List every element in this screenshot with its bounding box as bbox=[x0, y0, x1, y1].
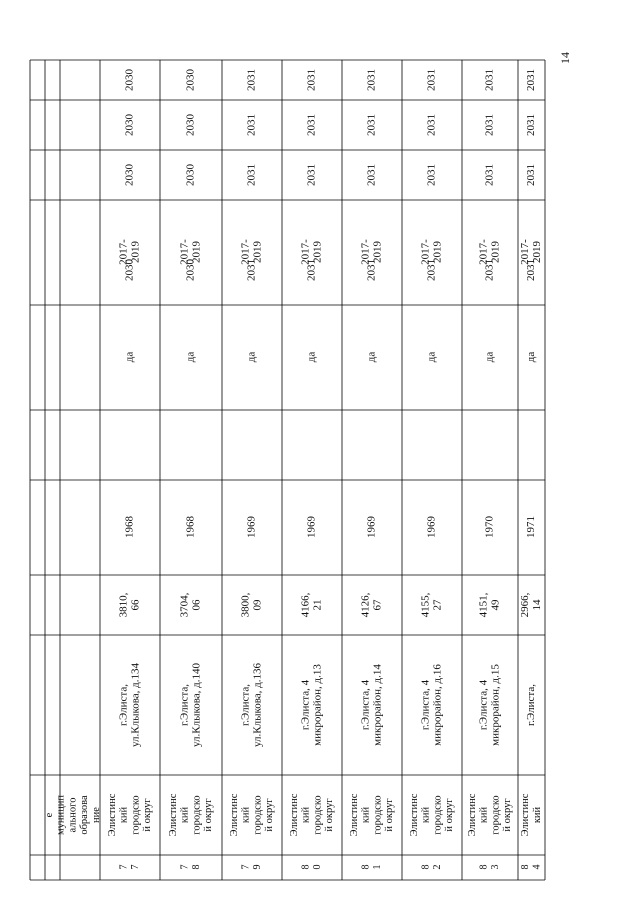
area-cell-line: 06 bbox=[190, 599, 203, 611]
address-cell-line: микрорайон, д.13 bbox=[311, 664, 324, 746]
period-cell-line: 2017- bbox=[299, 239, 312, 265]
period-cell-line: 2017- bbox=[239, 239, 252, 265]
flag-cell bbox=[246, 352, 258, 363]
row-number bbox=[241, 865, 263, 870]
row-number bbox=[520, 865, 542, 870]
address-cell-line: микрорайон, д.15 bbox=[489, 664, 502, 746]
municipality-cell-line: Элистинс bbox=[348, 793, 360, 837]
address-cell bbox=[239, 662, 263, 747]
year-plan-cell bbox=[185, 164, 197, 187]
row-number-line: 7 bbox=[240, 864, 252, 870]
year-plan-cell-line: 2030 bbox=[123, 114, 136, 136]
municipality-cell-line: Элистинс bbox=[466, 793, 478, 837]
area-cell-line: 67 bbox=[371, 599, 384, 611]
year-cell bbox=[525, 516, 537, 538]
period-cell-line: 2019 bbox=[251, 241, 264, 263]
page-number: 14 bbox=[558, 52, 572, 64]
column-header-municipality-line: муницип bbox=[55, 795, 67, 835]
year-plan-cell bbox=[246, 69, 258, 91]
flag-cell-line: да bbox=[425, 351, 438, 363]
municipality-cell bbox=[289, 793, 335, 836]
address-cell bbox=[525, 684, 537, 726]
year-plan-cell bbox=[185, 114, 197, 137]
year-plan-cell bbox=[484, 114, 496, 136]
year-plan-cell-b bbox=[124, 259, 136, 282]
year-plan-cell-line: 2030 bbox=[123, 69, 136, 91]
row-number-line: 8 bbox=[300, 864, 312, 870]
municipality-cell-line: кий bbox=[478, 806, 490, 824]
year-cell-line: 1969 bbox=[305, 516, 318, 538]
year-plan-cell bbox=[525, 114, 537, 136]
area-cell-line: 21 bbox=[311, 599, 324, 611]
row-number bbox=[479, 865, 501, 870]
municipality-cell-line: городско bbox=[432, 795, 444, 835]
row-number bbox=[301, 865, 323, 870]
year-plan-cell bbox=[366, 69, 378, 91]
area-cell bbox=[477, 592, 501, 617]
municipality-cell-line: кий bbox=[531, 806, 543, 824]
year-plan-cell-line: 2030 bbox=[184, 69, 197, 91]
area-cell-line: 4126, bbox=[359, 592, 372, 618]
address-cell-line: г.Элиста, 4 bbox=[359, 679, 372, 731]
year-cell-line: 1968 bbox=[184, 516, 197, 538]
row-number bbox=[421, 865, 443, 870]
year-cell bbox=[246, 516, 258, 539]
municipality-cell-line: Элистинс bbox=[520, 793, 532, 837]
year-plan-cell-b bbox=[306, 259, 318, 281]
year-cell bbox=[306, 516, 318, 539]
period-cell-line: 2017- bbox=[477, 239, 490, 265]
row-number-line: 7 bbox=[179, 864, 191, 870]
year-plan-cell-line: 2031 bbox=[305, 164, 318, 186]
year-plan-cell-line: 2031 bbox=[245, 114, 258, 136]
year-cell bbox=[185, 516, 197, 539]
year-plan-cell bbox=[366, 114, 378, 136]
year-plan-cell-b-line: 2031 bbox=[245, 259, 258, 281]
municipality-cell-line: й округ bbox=[142, 798, 154, 832]
year-plan-cell-line: 2031 bbox=[525, 114, 538, 136]
column-header-municipality bbox=[44, 795, 102, 835]
area-cell-line: 3800, bbox=[239, 592, 252, 618]
row-number-line: 8 bbox=[520, 864, 532, 870]
year-plan-cell-line: 2031 bbox=[425, 114, 438, 136]
year-plan-cell-b bbox=[366, 259, 378, 281]
flag-cell-line: да bbox=[245, 351, 258, 363]
year-plan-cell-line: 2031 bbox=[525, 164, 538, 186]
year-plan-cell bbox=[484, 164, 496, 186]
period-cell-line: 2017- bbox=[178, 239, 191, 265]
row-number bbox=[119, 865, 141, 870]
area-cell-line: 09 bbox=[251, 599, 264, 611]
period-cell-line: 2019 bbox=[531, 241, 544, 263]
flag-cell-line: да bbox=[483, 351, 496, 363]
period-cell-line: 2017- bbox=[419, 239, 432, 265]
address-cell bbox=[299, 664, 323, 746]
year-plan-cell-line: 2031 bbox=[365, 164, 378, 186]
year-plan-cell bbox=[124, 69, 136, 92]
year-plan-cell-line: 2031 bbox=[245, 69, 258, 91]
year-plan-cell-line: 2030 bbox=[184, 164, 197, 186]
year-cell bbox=[484, 516, 496, 539]
municipality-cell-line: городско bbox=[312, 795, 324, 835]
year-plan-cell bbox=[124, 114, 136, 137]
flag-cell bbox=[185, 352, 197, 363]
year-plan-cell-b-line: 2030 bbox=[123, 259, 136, 281]
year-plan-cell bbox=[525, 164, 537, 186]
column-header-municipality-line: ние bbox=[90, 807, 102, 823]
year-plan-cell-line: 2031 bbox=[365, 69, 378, 91]
municipality-cell-line: кий bbox=[420, 806, 432, 824]
row-number-line: 9 bbox=[251, 864, 263, 870]
municipality-cell-line: Элистинс bbox=[167, 793, 179, 837]
period-cell-line: 2017- bbox=[359, 239, 372, 265]
flag-cell-line: да bbox=[305, 351, 318, 363]
municipality-cell bbox=[349, 793, 395, 836]
municipality-cell-line: й округ bbox=[444, 798, 456, 832]
row-number-line: 3 bbox=[489, 864, 501, 870]
flag-cell bbox=[366, 352, 378, 363]
period-cell-line: 2019 bbox=[431, 241, 444, 263]
address-cell bbox=[419, 664, 443, 746]
year-cell-line: 1969 bbox=[365, 516, 378, 538]
year-plan-cell-line: 2031 bbox=[305, 114, 318, 136]
municipality-cell-line: кий bbox=[179, 806, 191, 824]
area-cell-line: 14 bbox=[531, 599, 544, 611]
flag-cell-line: да bbox=[184, 351, 197, 363]
municipality-cell bbox=[467, 793, 513, 836]
period-cell-line: 2019 bbox=[371, 241, 384, 263]
municipality-cell-line: й округ bbox=[324, 798, 336, 832]
municipality-cell-line: Элистинс bbox=[408, 793, 420, 837]
year-plan-cell bbox=[426, 114, 438, 136]
municipality-cell-line: й округ bbox=[203, 798, 215, 832]
area-cell bbox=[519, 592, 543, 617]
area-cell-line: 4151, bbox=[477, 592, 490, 618]
municipality-cell-line: Элистинс bbox=[288, 793, 300, 837]
year-plan-cell-line: 2031 bbox=[483, 164, 496, 186]
period-cell-line: 2017- bbox=[518, 239, 531, 265]
year-cell-line: 1971 bbox=[525, 516, 538, 538]
year-plan-cell-line: 2031 bbox=[365, 114, 378, 136]
area-cell-line: 27 bbox=[431, 599, 444, 611]
flag-cell-line: да bbox=[123, 351, 136, 363]
period-cell-line: 2019 bbox=[311, 241, 324, 263]
address-cell-line: г.Элиста, bbox=[239, 684, 252, 726]
year-plan-cell-b-line: 2031 bbox=[305, 259, 318, 281]
flag-cell bbox=[306, 352, 318, 363]
year-plan-cell bbox=[246, 114, 258, 136]
year-cell bbox=[366, 516, 378, 539]
year-plan-cell-line: 2031 bbox=[483, 69, 496, 91]
area-cell-line: 49 bbox=[489, 599, 502, 611]
area-cell bbox=[299, 592, 323, 617]
year-plan-cell-b bbox=[185, 259, 197, 282]
municipality-cell-line: й округ bbox=[264, 798, 276, 832]
row-number-line: 8 bbox=[478, 864, 490, 870]
address-cell bbox=[359, 664, 383, 746]
row-number bbox=[180, 865, 202, 870]
flag-cell bbox=[124, 352, 136, 363]
area-cell bbox=[239, 592, 263, 617]
address-cell-line: ул.Клыкова, д.140 bbox=[190, 662, 203, 748]
address-cell-line: г.Элиста, bbox=[525, 684, 538, 726]
municipality-cell-line: городско bbox=[191, 795, 203, 835]
year-plan-cell bbox=[484, 69, 496, 91]
year-cell-line: 1969 bbox=[425, 516, 438, 538]
address-cell-line: ул.Клыкова, д.136 bbox=[251, 662, 264, 748]
year-plan-cell-b bbox=[484, 259, 496, 281]
municipality-cell-line: кий bbox=[240, 806, 252, 824]
year-plan-cell-line: 2031 bbox=[525, 69, 538, 91]
year-plan-cell-line: 2031 bbox=[483, 114, 496, 136]
column-header-municipality-line: ального bbox=[67, 797, 79, 833]
flag-cell-line: да bbox=[365, 351, 378, 363]
address-cell bbox=[477, 664, 501, 746]
year-plan-cell-b bbox=[426, 259, 438, 281]
year-plan-cell bbox=[306, 114, 318, 136]
municipality-cell-line: кий bbox=[360, 806, 372, 824]
municipality-cell bbox=[409, 793, 455, 836]
municipality-cell-line: городско bbox=[130, 795, 142, 835]
year-plan-cell-line: 2030 bbox=[184, 114, 197, 136]
year-plan-cell-line: 2031 bbox=[425, 164, 438, 186]
row-number-line: 8 bbox=[360, 864, 372, 870]
year-plan-cell-b bbox=[525, 259, 537, 281]
address-cell bbox=[178, 662, 202, 747]
flag-cell bbox=[484, 352, 496, 363]
municipality-cell bbox=[520, 793, 543, 836]
year-plan-cell bbox=[246, 164, 258, 186]
flag-cell bbox=[525, 352, 537, 363]
area-cell bbox=[359, 592, 383, 617]
area-cell-line: 4166, bbox=[299, 592, 312, 618]
flag-cell bbox=[426, 352, 438, 363]
year-plan-cell bbox=[306, 164, 318, 186]
address-cell bbox=[117, 662, 141, 747]
municipality-cell-line: городско bbox=[252, 795, 264, 835]
year-plan-cell-line: 2030 bbox=[123, 164, 136, 186]
area-cell bbox=[117, 592, 141, 617]
year-cell-line: 1968 bbox=[123, 516, 136, 538]
area-cell-line: 3704, bbox=[178, 592, 191, 618]
municipality-cell-line: й округ bbox=[384, 798, 396, 832]
address-cell-line: г.Элиста, 4 bbox=[419, 679, 432, 731]
year-plan-cell-b-line: 2031 bbox=[365, 259, 378, 281]
year-plan-cell-line: 2031 bbox=[245, 164, 258, 186]
year-plan-cell-b-line: 2031 bbox=[525, 259, 538, 281]
address-cell-line: микрорайон, д.16 bbox=[431, 664, 444, 746]
year-cell bbox=[426, 516, 438, 539]
year-plan-cell-b-line: 2031 bbox=[483, 259, 496, 281]
row-number bbox=[361, 865, 383, 870]
period-cell-line: 2019 bbox=[129, 241, 142, 263]
row-number-line: 7 bbox=[129, 864, 141, 870]
period-cell-line: 2017- bbox=[117, 239, 130, 265]
address-cell-line: микрорайон, д.14 bbox=[371, 664, 384, 746]
column-header-municipality-line: образова bbox=[79, 795, 91, 835]
year-plan-cell bbox=[306, 69, 318, 91]
municipality-cell-line: городско bbox=[490, 795, 502, 835]
year-plan-cell bbox=[366, 164, 378, 186]
address-cell-line: г.Элиста, 4 bbox=[299, 679, 312, 731]
area-cell-line: 66 bbox=[129, 599, 142, 611]
area-cell-line: 2966, bbox=[518, 592, 531, 618]
year-plan-cell bbox=[124, 164, 136, 187]
year-plan-cell-b bbox=[246, 259, 258, 281]
address-cell-line: г.Элиста, 4 bbox=[477, 679, 490, 731]
year-cell bbox=[124, 516, 136, 539]
year-plan-cell-b-line: 2031 bbox=[425, 259, 438, 281]
row-number-line: 8 bbox=[190, 864, 202, 870]
year-cell-line: 1969 bbox=[245, 516, 258, 538]
row-number-line: 1 bbox=[371, 864, 383, 870]
year-plan-cell bbox=[426, 69, 438, 91]
municipality-cell-line: Элистинс bbox=[106, 793, 118, 837]
year-plan-cell-line: 2031 bbox=[305, 69, 318, 91]
row-number-line: 7 bbox=[118, 864, 130, 870]
municipality-cell bbox=[168, 793, 214, 836]
year-cell-line: 1970 bbox=[483, 516, 496, 538]
address-cell-line: г.Элиста, bbox=[117, 684, 130, 726]
area-cell-line: 3810, bbox=[117, 592, 130, 618]
row-number-line: 0 bbox=[311, 864, 323, 870]
year-plan-cell-b-line: 2030 bbox=[184, 259, 197, 281]
year-plan-cell-line: 2031 bbox=[425, 69, 438, 91]
row-number-line: 8 bbox=[420, 864, 432, 870]
municipality-cell-line: Элистинс bbox=[228, 793, 240, 837]
area-cell bbox=[178, 592, 202, 617]
row-number-line: 4 bbox=[531, 864, 543, 870]
area-cell bbox=[419, 592, 443, 617]
year-plan-cell bbox=[185, 69, 197, 92]
year-plan-cell bbox=[525, 69, 537, 91]
municipality-cell-line: й округ bbox=[502, 798, 514, 832]
municipality-cell-line: кий bbox=[118, 806, 130, 824]
municipality-cell bbox=[229, 793, 275, 836]
address-cell-line: ул.Клыкова, д.134 bbox=[129, 662, 142, 748]
row-number-line: 2 bbox=[431, 864, 443, 870]
column-header-municipality-line: е bbox=[43, 812, 55, 818]
period-cell-line: 2019 bbox=[190, 241, 203, 263]
area-cell-line: 4155, bbox=[419, 592, 432, 618]
municipality-cell-line: городско bbox=[372, 795, 384, 835]
period-cell-line: 2019 bbox=[489, 241, 502, 263]
year-plan-cell bbox=[426, 164, 438, 186]
address-cell-line: г.Элиста, bbox=[178, 684, 191, 726]
municipality-cell bbox=[107, 793, 153, 836]
flag-cell-line: да bbox=[525, 351, 538, 363]
municipality-cell-line: кий bbox=[300, 806, 312, 824]
